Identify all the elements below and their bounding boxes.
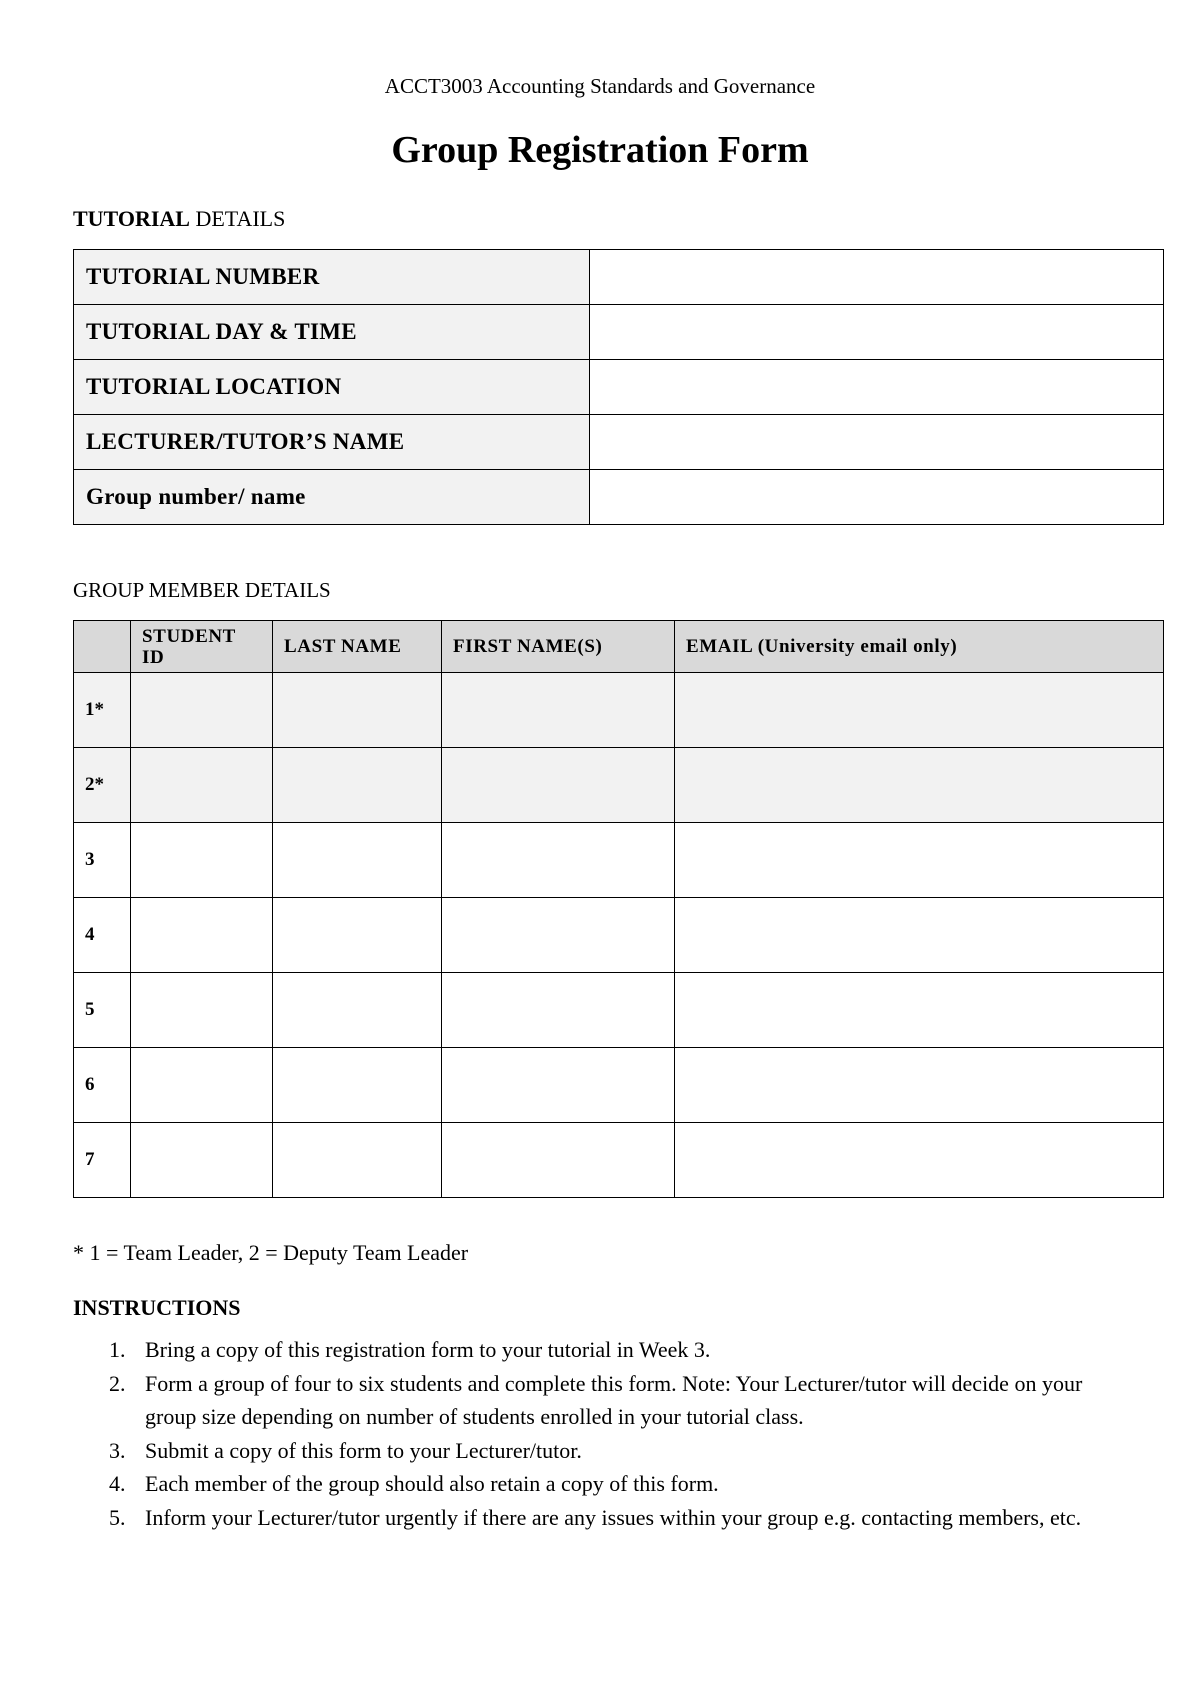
lecturer-name-field[interactable]	[590, 415, 1164, 470]
group-name-field[interactable]	[590, 470, 1164, 525]
instruction-number: 1.	[109, 1337, 126, 1362]
student-id-cell[interactable]	[131, 1048, 273, 1123]
last-name-cell[interactable]	[273, 898, 442, 973]
student-id-cell[interactable]	[131, 898, 273, 973]
tutorial-details-heading	[73, 206, 285, 232]
tutorial-day-time-label: TUTORIAL DAY & TIME	[74, 305, 590, 360]
member-row	[74, 1123, 1164, 1198]
last-name-cell[interactable]	[273, 823, 442, 898]
first-name-cell[interactable]	[442, 1123, 675, 1198]
email-cell[interactable]	[675, 1048, 1164, 1123]
member-row	[74, 1048, 1164, 1123]
email-header: EMAIL (University email only)	[675, 621, 1164, 673]
tutorial-day-time-field[interactable]	[590, 305, 1164, 360]
first-name-cell[interactable]	[442, 673, 675, 748]
student-id-cell[interactable]	[131, 673, 273, 748]
tutorial-details-table	[73, 249, 1164, 525]
instructions-list	[73, 1333, 1123, 1534]
member-table-header	[74, 621, 1164, 673]
instruction-number: 5.	[109, 1504, 126, 1530]
instruction-item	[73, 1467, 1123, 1501]
first-name-cell[interactable]	[442, 823, 675, 898]
role-footnote: * 1 = Team Leader, 2 = Deputy Team Leader	[73, 1240, 469, 1265]
group-name-label: Group number/ name	[74, 470, 590, 525]
instruction-text: Inform your Lecturer/tutor urgently if there are any issues within your group e.g. contacting members, etc.	[145, 1504, 1082, 1530]
student-id-cell[interactable]	[131, 748, 273, 823]
email-cell[interactable]	[675, 823, 1164, 898]
tutorial-row	[74, 305, 1164, 360]
member-row	[74, 673, 1164, 748]
tutorial-heading-rest: DETAILS	[189, 206, 286, 231]
course-title: ACCT3003 Accounting Standards and Governance	[384, 74, 816, 98]
email-cell[interactable]	[675, 673, 1164, 748]
member-number: 1*	[74, 673, 131, 748]
group-member-details-heading: GROUP MEMBER DETAILS	[73, 578, 331, 602]
tutorial-location-field[interactable]	[590, 360, 1164, 415]
email-cell[interactable]	[675, 748, 1164, 823]
email-cell[interactable]	[675, 973, 1164, 1048]
email-cell[interactable]	[675, 898, 1164, 973]
last-name-cell[interactable]	[273, 1048, 442, 1123]
member-row	[74, 898, 1164, 973]
tutorial-heading-bold: TUTORIAL	[73, 206, 190, 231]
last-name-cell[interactable]	[273, 748, 442, 823]
instruction-number: 4.	[109, 1471, 126, 1496]
instruction-item	[73, 1333, 1123, 1367]
instruction-item	[73, 1434, 1123, 1468]
member-number: 3	[74, 823, 131, 898]
member-number: 6	[74, 1048, 131, 1123]
lecturer-name-label: LECTURER/TUTOR’S NAME	[74, 415, 590, 470]
member-row	[74, 973, 1164, 1048]
member-number: 7	[74, 1123, 131, 1198]
tutorial-number-field[interactable]	[590, 250, 1164, 305]
instruction-number: 3.	[109, 1437, 126, 1463]
instruction-text: Submit a copy of this form to your Lecturer/tutor.	[145, 1437, 582, 1463]
first-name-cell[interactable]	[442, 898, 675, 973]
group-member-table	[73, 620, 1164, 1198]
member-number: 5	[74, 973, 131, 1048]
member-row	[74, 748, 1164, 823]
instructions-heading: INSTRUCTIONS	[73, 1295, 241, 1320]
first-name-cell[interactable]	[442, 1048, 675, 1123]
email-cell[interactable]	[675, 1123, 1164, 1198]
student-id-cell[interactable]	[131, 1123, 273, 1198]
tutorial-number-label: TUTORIAL NUMBER	[74, 250, 590, 305]
student-id-header: STUDENT ID	[131, 621, 273, 673]
first-name-header: FIRST NAME(S)	[442, 621, 675, 673]
instruction-text: Form a group of four to six students and complete this form. Note: Your Lecturer/tutor will decide on your group size depending on number of students enrolled in your tutorial class.	[145, 1370, 1083, 1429]
instruction-text: Bring a copy of this registration form to your tutorial in Week 3.	[145, 1337, 711, 1362]
first-name-cell[interactable]	[442, 973, 675, 1048]
tutorial-row	[74, 470, 1164, 525]
instruction-number: 2.	[109, 1370, 126, 1396]
member-number: 2*	[74, 748, 131, 823]
tutorial-row	[74, 250, 1164, 305]
last-name-cell[interactable]	[273, 973, 442, 1048]
student-id-cell[interactable]	[131, 973, 273, 1048]
student-id-cell[interactable]	[131, 823, 273, 898]
instruction-item	[73, 1501, 1123, 1535]
member-number: 4	[74, 898, 131, 973]
form-title: Group Registration Form	[391, 129, 809, 171]
last-name-header: LAST NAME	[273, 621, 442, 673]
tutorial-row	[74, 360, 1164, 415]
last-name-cell[interactable]	[273, 1123, 442, 1198]
tutorial-row	[74, 415, 1164, 470]
member-row	[74, 823, 1164, 898]
row-number-header	[74, 621, 131, 673]
instruction-text: Each member of the group should also retain a copy of this form.	[145, 1471, 719, 1496]
instruction-item	[73, 1367, 1123, 1434]
last-name-cell[interactable]	[273, 673, 442, 748]
first-name-cell[interactable]	[442, 748, 675, 823]
tutorial-location-label: TUTORIAL LOCATION	[74, 360, 590, 415]
